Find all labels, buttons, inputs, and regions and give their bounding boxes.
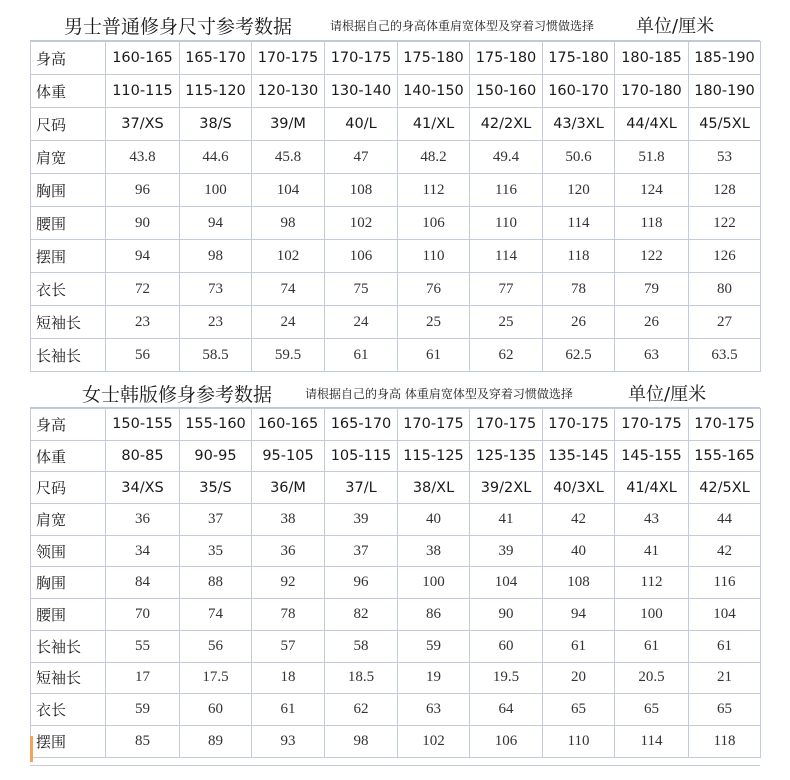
table-cell: 170-175 <box>689 409 761 441</box>
table-cell: 38/S <box>180 108 252 141</box>
table-cell: 58.5 <box>180 339 252 372</box>
table-cell: 124 <box>615 174 689 207</box>
table-cell: 38/XL <box>398 472 470 504</box>
table-cell: 62.5 <box>543 339 615 372</box>
row-label: 胸围 <box>31 174 106 207</box>
table-cell: 45/5XL <box>689 108 761 141</box>
table-row <box>31 440 761 472</box>
table-cell: 23 <box>180 306 252 339</box>
table-cell: 90 <box>106 207 180 240</box>
table-cell: 36/M <box>252 472 325 504</box>
table-cell: 160-165 <box>252 409 325 441</box>
table-cell: 72 <box>106 273 180 306</box>
table-cell: 102 <box>398 725 470 757</box>
table-cell: 79 <box>615 273 689 306</box>
table-cell: 105-115 <box>325 440 398 472</box>
table-cell: 135-145 <box>543 440 615 472</box>
table-cell: 106 <box>325 240 398 273</box>
table-row <box>31 306 761 339</box>
table-cell: 116 <box>470 174 543 207</box>
table-cell: 118 <box>615 207 689 240</box>
table-row <box>31 630 761 662</box>
table-cell: 110-115 <box>106 75 180 108</box>
table-cell: 80 <box>689 273 761 306</box>
table-cell: 18 <box>252 662 325 694</box>
table-cell: 104 <box>470 567 543 599</box>
table-cell: 24 <box>252 306 325 339</box>
table-cell: 44 <box>689 504 761 536</box>
table-cell: 170-175 <box>398 409 470 441</box>
table-cell: 41 <box>615 535 689 567</box>
table-cell: 55 <box>106 630 180 662</box>
table-cell: 42/5XL <box>689 472 761 504</box>
table-row <box>31 174 761 207</box>
table-cell: 34/XS <box>106 472 180 504</box>
table-cell: 25 <box>398 306 470 339</box>
table-cell: 94 <box>543 599 615 631</box>
table-cell: 115-120 <box>180 75 252 108</box>
table-cell: 85 <box>106 725 180 757</box>
table-cell: 62 <box>470 339 543 372</box>
row-label: 尺码 <box>31 472 106 504</box>
table-cell: 104 <box>252 174 325 207</box>
table-cell: 100 <box>398 567 470 599</box>
table-cell: 94 <box>106 240 180 273</box>
table-cell: 98 <box>252 207 325 240</box>
table-cell: 110 <box>398 240 470 273</box>
table-cell: 145-155 <box>615 440 689 472</box>
table-cell: 106 <box>470 725 543 757</box>
table-cell: 84 <box>106 567 180 599</box>
table-cell: 114 <box>543 207 615 240</box>
table-cell: 185-190 <box>689 42 761 75</box>
row-label: 体重 <box>31 440 106 472</box>
table-cell: 50.6 <box>543 141 615 174</box>
row-label: 肩宽 <box>31 504 106 536</box>
table-cell: 36 <box>252 535 325 567</box>
table-cell: 41/4XL <box>615 472 689 504</box>
table-row <box>31 567 761 599</box>
table-cell: 170-175 <box>252 42 325 75</box>
table-cell: 49.4 <box>470 141 543 174</box>
table-cell: 35 <box>180 535 252 567</box>
table-cell: 65 <box>689 694 761 726</box>
table-cell: 80-85 <box>106 440 180 472</box>
table-cell: 42/2XL <box>470 108 543 141</box>
table-cell: 61 <box>252 694 325 726</box>
table-cell: 114 <box>615 725 689 757</box>
table-cell: 19.5 <box>470 662 543 694</box>
table-cell: 128 <box>689 174 761 207</box>
row-label: 腰围 <box>31 599 106 631</box>
table-cell: 114 <box>470 240 543 273</box>
table-cell: 35/S <box>180 472 252 504</box>
table-row <box>31 207 761 240</box>
table-cell: 95-105 <box>252 440 325 472</box>
table-cell: 150-160 <box>470 75 543 108</box>
table-cell: 90-95 <box>180 440 252 472</box>
table-cell: 115-125 <box>398 440 470 472</box>
table-cell: 61 <box>615 630 689 662</box>
table-row <box>31 42 761 75</box>
row-label: 身高 <box>31 409 106 441</box>
table-cell: 21 <box>689 662 761 694</box>
table-cell: 100 <box>615 599 689 631</box>
table-cell: 126 <box>689 240 761 273</box>
table-cell: 98 <box>325 725 398 757</box>
table-cell: 76 <box>398 273 470 306</box>
table-cell: 165-170 <box>325 409 398 441</box>
table-cell: 36 <box>106 504 180 536</box>
table-cell: 78 <box>252 599 325 631</box>
table-cell: 18.5 <box>325 662 398 694</box>
table-cell: 110 <box>543 725 615 757</box>
table-cell: 38 <box>398 535 470 567</box>
table-cell: 19 <box>398 662 470 694</box>
table-cell: 63.5 <box>689 339 761 372</box>
table-cell: 102 <box>252 240 325 273</box>
table-cell: 170-175 <box>470 409 543 441</box>
row-label: 领围 <box>31 535 106 567</box>
table-cell: 89 <box>180 725 252 757</box>
table-cell: 47 <box>325 141 398 174</box>
table-cell: 102 <box>325 207 398 240</box>
table-cell: 27 <box>689 306 761 339</box>
table-cell: 63 <box>615 339 689 372</box>
table-cell: 70 <box>106 599 180 631</box>
table-cell: 63 <box>398 694 470 726</box>
table-cell: 78 <box>543 273 615 306</box>
table-cell: 39 <box>325 504 398 536</box>
table-cell: 150-155 <box>106 409 180 441</box>
women-size-section <box>30 376 760 758</box>
row-label: 短袖长 <box>31 662 106 694</box>
table-row <box>31 240 761 273</box>
table-cell: 58 <box>325 630 398 662</box>
table-cell: 39/M <box>252 108 325 141</box>
men-size-section <box>30 6 760 372</box>
table-cell: 96 <box>325 567 398 599</box>
table-cell: 170-175 <box>615 409 689 441</box>
table-cell: 51.8 <box>615 141 689 174</box>
table-row <box>31 599 761 631</box>
table-cell: 120-130 <box>252 75 325 108</box>
table-cell: 108 <box>325 174 398 207</box>
row-label: 体重 <box>31 75 106 108</box>
table-cell: 112 <box>615 567 689 599</box>
table-cell: 160-170 <box>543 75 615 108</box>
table-cell: 155-160 <box>180 409 252 441</box>
row-label: 腰围 <box>31 207 106 240</box>
table-cell: 43 <box>615 504 689 536</box>
orange-accent-marker <box>30 736 33 762</box>
row-label: 胸围 <box>31 567 106 599</box>
table-cell: 24 <box>325 306 398 339</box>
table-cell: 170-175 <box>325 42 398 75</box>
men-title-bar <box>30 6 760 41</box>
table-cell: 20.5 <box>615 662 689 694</box>
table-cell: 40 <box>398 504 470 536</box>
table-cell: 42 <box>689 535 761 567</box>
row-label: 摆围 <box>31 240 106 273</box>
table-row <box>31 662 761 694</box>
table-row <box>31 694 761 726</box>
table-cell: 37/XS <box>106 108 180 141</box>
table-cell: 140-150 <box>398 75 470 108</box>
table-cell: 93 <box>252 725 325 757</box>
table-cell: 57 <box>252 630 325 662</box>
table-cell: 122 <box>615 240 689 273</box>
table-cell: 60 <box>470 630 543 662</box>
table-row <box>31 108 761 141</box>
table-cell: 98 <box>180 240 252 273</box>
women-title: 女士韩版修身参考数据 <box>82 384 273 406</box>
row-label: 肩宽 <box>31 141 106 174</box>
table-cell: 104 <box>689 599 761 631</box>
table-cell: 59.5 <box>252 339 325 372</box>
table-cell: 39/2XL <box>470 472 543 504</box>
table-cell: 44/4XL <box>615 108 689 141</box>
table-row <box>31 472 761 504</box>
table-cell: 40 <box>543 535 615 567</box>
table-cell: 26 <box>543 306 615 339</box>
table-cell: 90 <box>470 599 543 631</box>
table-cell: 60 <box>180 694 252 726</box>
women-size-table <box>30 408 761 758</box>
table-cell: 45.8 <box>252 141 325 174</box>
table-cell: 41/XL <box>398 108 470 141</box>
table-cell: 43/3XL <box>543 108 615 141</box>
men-size-table <box>30 41 761 372</box>
table-cell: 61 <box>325 339 398 372</box>
table-cell: 180-190 <box>689 75 761 108</box>
women-unit: 单位/厘米 <box>628 384 707 405</box>
table-cell: 53 <box>689 141 761 174</box>
table-cell: 43.8 <box>106 141 180 174</box>
table-cell: 118 <box>689 725 761 757</box>
table-cell: 48.2 <box>398 141 470 174</box>
table-cell: 86 <box>398 599 470 631</box>
table-cell: 56 <box>180 630 252 662</box>
table-cell: 175-180 <box>543 42 615 75</box>
table-cell: 65 <box>615 694 689 726</box>
table-cell: 122 <box>689 207 761 240</box>
men-unit: 单位/厘米 <box>636 16 715 37</box>
table-row <box>31 725 761 757</box>
table-cell: 130-140 <box>325 75 398 108</box>
table-cell: 74 <box>252 273 325 306</box>
table-cell: 37 <box>325 535 398 567</box>
row-label: 长袖长 <box>31 339 106 372</box>
women-note: 请根据自己的身高 体重肩宽体型及穿着习惯做选择 <box>305 387 573 401</box>
men-note: 请根据自己的身高体重肩宽体型及穿着习惯做选择 <box>330 19 595 33</box>
table-cell: 73 <box>180 273 252 306</box>
table-cell: 26 <box>615 306 689 339</box>
table-cell: 44.6 <box>180 141 252 174</box>
row-label: 衣长 <box>31 694 106 726</box>
table-row <box>31 141 761 174</box>
table-cell: 94 <box>180 207 252 240</box>
table-cell: 40/L <box>325 108 398 141</box>
women-title-bar <box>30 376 760 408</box>
table-cell: 59 <box>398 630 470 662</box>
table-cell: 61 <box>689 630 761 662</box>
table-cell: 170-180 <box>615 75 689 108</box>
table-cell: 23 <box>106 306 180 339</box>
row-label: 长袖长 <box>31 630 106 662</box>
row-label: 短袖长 <box>31 306 106 339</box>
table-cell: 38 <box>252 504 325 536</box>
table-cell: 42 <box>543 504 615 536</box>
table-cell: 59 <box>106 694 180 726</box>
table-cell: 34 <box>106 535 180 567</box>
table-cell: 116 <box>689 567 761 599</box>
table-cell: 65 <box>543 694 615 726</box>
table-cell: 77 <box>470 273 543 306</box>
bottom-divider <box>30 765 760 766</box>
table-row <box>31 273 761 306</box>
row-label: 衣长 <box>31 273 106 306</box>
table-cell: 61 <box>543 630 615 662</box>
table-cell: 82 <box>325 599 398 631</box>
row-label: 摆围 <box>31 725 106 757</box>
table-cell: 62 <box>325 694 398 726</box>
table-cell: 120 <box>543 174 615 207</box>
table-cell: 37 <box>180 504 252 536</box>
table-cell: 180-185 <box>615 42 689 75</box>
table-cell: 17.5 <box>180 662 252 694</box>
table-cell: 175-180 <box>470 42 543 75</box>
table-cell: 39 <box>470 535 543 567</box>
table-cell: 108 <box>543 567 615 599</box>
table-cell: 92 <box>252 567 325 599</box>
table-cell: 25 <box>470 306 543 339</box>
table-row <box>31 75 761 108</box>
table-cell: 61 <box>398 339 470 372</box>
table-cell: 88 <box>180 567 252 599</box>
table-cell: 112 <box>398 174 470 207</box>
table-cell: 175-180 <box>398 42 470 75</box>
table-cell: 20 <box>543 662 615 694</box>
men-title: 男士普通修身尺寸参考数据 <box>64 16 293 38</box>
table-row <box>31 339 761 372</box>
table-cell: 100 <box>180 174 252 207</box>
table-cell: 155-165 <box>689 440 761 472</box>
table-cell: 40/3XL <box>543 472 615 504</box>
table-cell: 75 <box>325 273 398 306</box>
table-cell: 160-165 <box>106 42 180 75</box>
row-label: 身高 <box>31 42 106 75</box>
table-cell: 37/L <box>325 472 398 504</box>
table-cell: 74 <box>180 599 252 631</box>
table-cell: 17 <box>106 662 180 694</box>
table-cell: 56 <box>106 339 180 372</box>
table-row <box>31 409 761 441</box>
table-cell: 64 <box>470 694 543 726</box>
row-label: 尺码 <box>31 108 106 141</box>
table-cell: 41 <box>470 504 543 536</box>
table-cell: 125-135 <box>470 440 543 472</box>
table-cell: 110 <box>470 207 543 240</box>
table-cell: 118 <box>543 240 615 273</box>
table-cell: 165-170 <box>180 42 252 75</box>
table-row <box>31 504 761 536</box>
table-row <box>31 535 761 567</box>
table-cell: 96 <box>106 174 180 207</box>
table-cell: 106 <box>398 207 470 240</box>
table-cell: 170-175 <box>543 409 615 441</box>
